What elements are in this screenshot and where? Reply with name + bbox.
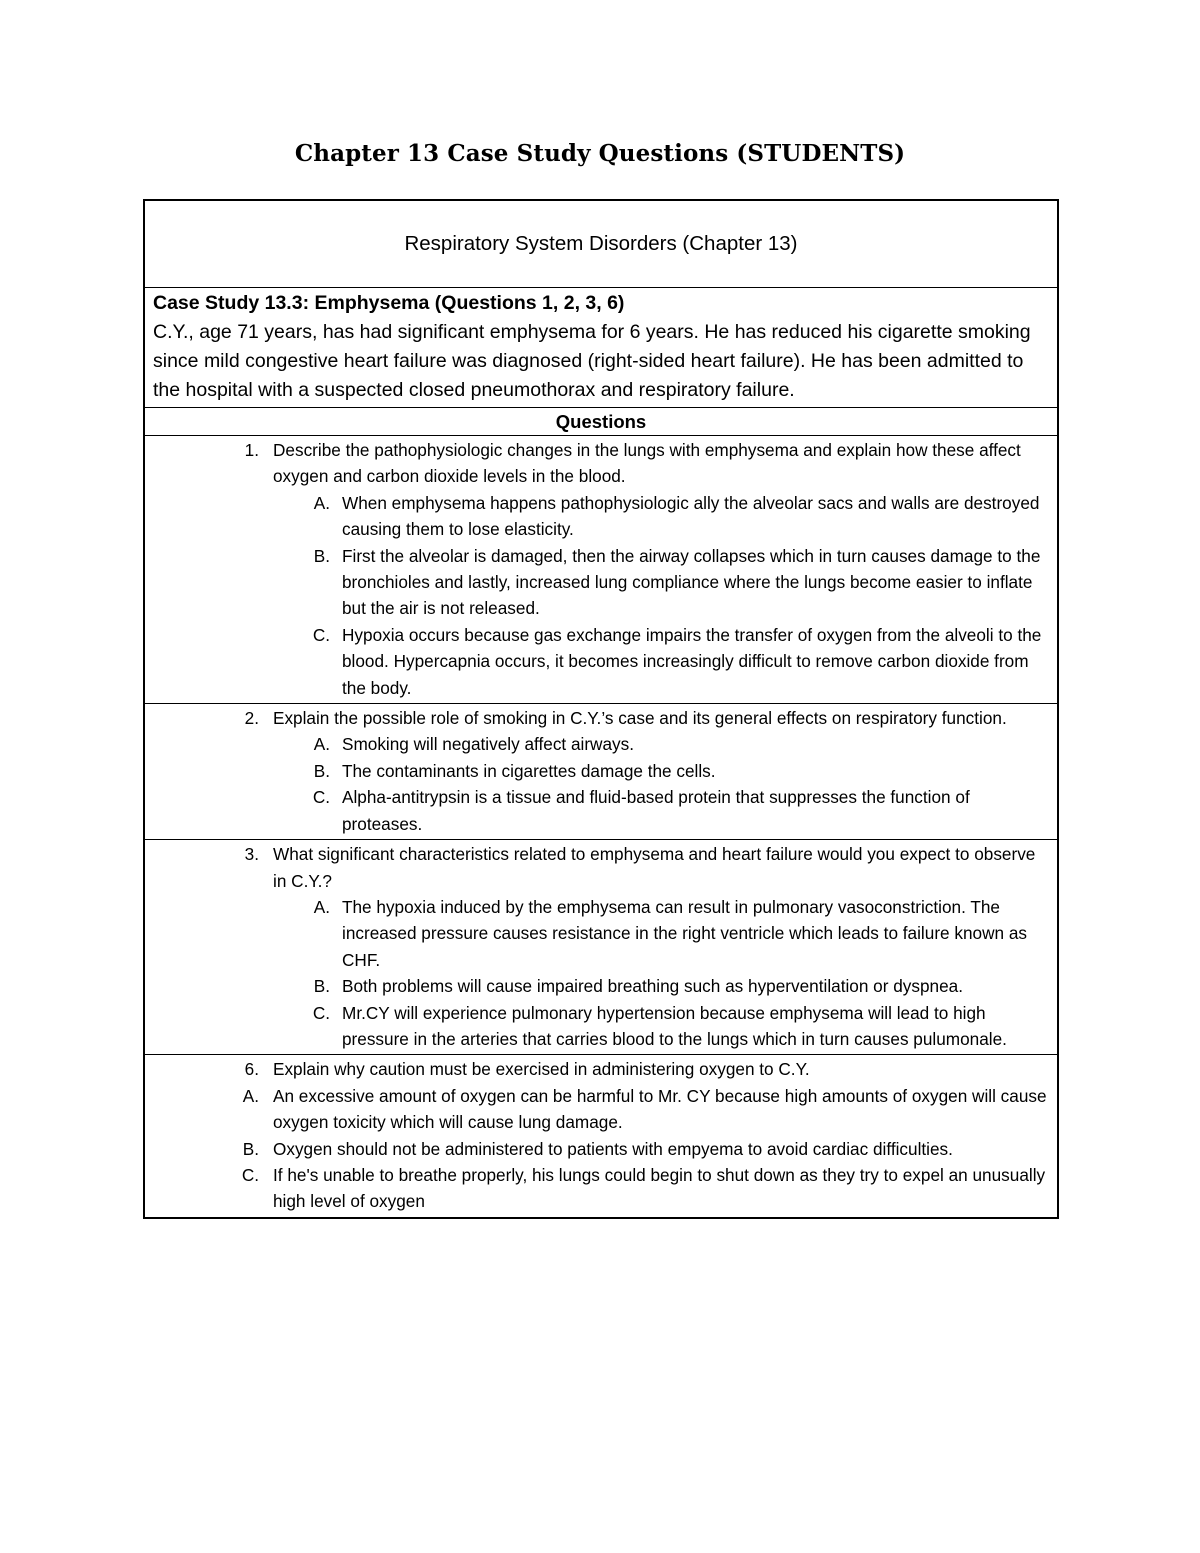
question-text: Explain the possible role of smoking in C.Y.’s case and its general effects on respiratory function. bbox=[273, 708, 1007, 729]
answer-letter: A. bbox=[242, 1085, 259, 1106]
answer-text: If he's unable to breathe properly, his lungs could begin to shut down as they try to expel an unusually high level of oxygen bbox=[273, 1164, 1046, 1212]
question-text: What significant characteristics related to emphysema and heart failure would you expect to observe in C.Y.? bbox=[273, 844, 1036, 891]
answer-item bbox=[145, 784, 1049, 837]
case-description bbox=[145, 288, 1057, 408]
answer-letter: B. bbox=[313, 976, 330, 997]
answer-text: An excessive amount of oxygen can be harmful to Mr. CY because high amounts of oxygen will cause oxygen toxicity which will cause lung damage. bbox=[273, 1085, 1047, 1133]
question-text: Describe the pathophysiologic changes in the lungs with emphysema and explain how these affect oxygen and carbon dioxide levels in the blood. bbox=[273, 440, 1021, 487]
answer-text: Alpha-antitrypsin is a tissue and fluid-based protein that suppresses the function of proteases. bbox=[342, 787, 970, 834]
answer-letter: A. bbox=[313, 896, 330, 917]
answer-text: First the alveolar is damaged, then the airway collapses which in turn causes damage to the bronchioles and lastly, increased lung compliance where the lungs become easier to inflate but the air is not released. bbox=[342, 545, 1041, 619]
answer-text: Mr.CY will experience pulmonary hypertension because emphysema will lead to high pressure in the arteries that carries blood to the lungs which in turn causes pulumonale. bbox=[342, 1002, 1007, 1049]
answer-letter: C. bbox=[312, 1002, 330, 1023]
question-block-2 bbox=[145, 704, 1057, 840]
answer-text: Oxygen should not be administered to patients with empyema to avoid cardiac difficulties. bbox=[273, 1138, 953, 1159]
answer-item bbox=[145, 894, 1049, 973]
question-text: Explain why caution must be exercised in administering oxygen to C.Y. bbox=[273, 1059, 810, 1080]
questions-header: Questions bbox=[145, 408, 1057, 436]
page-title: Chapter 13 Case Study Questions (STUDENTS) bbox=[294, 140, 906, 167]
answer-letter: C. bbox=[312, 624, 330, 645]
answer-item bbox=[145, 731, 1049, 757]
answer-text: When emphysema happens pathophysiologic ally the alveolar sacs and walls are destroyed causing them to lose elasticity. bbox=[342, 492, 1040, 540]
question-number: 3. bbox=[244, 844, 259, 865]
answer-item bbox=[145, 973, 1049, 999]
answer-letter: B. bbox=[242, 1138, 259, 1159]
question-block-6 bbox=[145, 1055, 1057, 1216]
question-block-3 bbox=[145, 840, 1057, 1055]
answer-item bbox=[145, 622, 1049, 701]
answer-item bbox=[145, 1136, 1049, 1162]
answer-letter: A. bbox=[313, 734, 330, 755]
case-study-table bbox=[143, 199, 1059, 1219]
answer-text: Smoking will negatively affect airways. bbox=[342, 734, 634, 755]
answer-text: The contaminants in cigarettes damage the cells. bbox=[342, 760, 716, 781]
answer-item bbox=[145, 1083, 1049, 1136]
answer-item bbox=[145, 758, 1049, 784]
question-number: 6. bbox=[244, 1059, 259, 1080]
answer-letter: B. bbox=[313, 545, 330, 566]
answer-item bbox=[145, 490, 1049, 543]
question bbox=[145, 705, 1049, 731]
question bbox=[145, 1056, 1049, 1082]
answer-item bbox=[145, 1000, 1049, 1053]
question bbox=[145, 437, 1049, 490]
case-title: Case Study 13.3: Emphysema (Questions 1, 2, 3, 6) bbox=[153, 292, 625, 314]
question bbox=[145, 841, 1049, 894]
case-body: C.Y., age 71 years, has had significant emphysema for 6 years. He has reduced his cigarette smoking since mild congestive heart failure was diagnosed (right-sided heart failure). He has been admitted to the hospital with a suspected closed pneumothorax and respiratory failure. bbox=[153, 321, 1031, 401]
answer-text: Both problems will cause impaired breathing such as hyperventilation or dyspnea. bbox=[342, 976, 963, 997]
question-number: 2. bbox=[244, 708, 259, 729]
question-block-1 bbox=[145, 436, 1057, 704]
answer-letter: C. bbox=[312, 787, 330, 808]
question-number: 1. bbox=[244, 440, 259, 460]
answer-text: Hypoxia occurs because gas exchange impairs the transfer of oxygen from the alveoli to the blood. Hypercapnia occurs, it becomes increasingly difficult to remove carbon dioxide from the body. bbox=[342, 624, 1042, 698]
answer-letter: C. bbox=[241, 1164, 259, 1185]
section-header: Respiratory System Disorders (Chapter 13) bbox=[145, 201, 1057, 288]
answer-letter: B. bbox=[313, 760, 330, 781]
answer-item bbox=[145, 1162, 1049, 1215]
answer-item bbox=[145, 543, 1049, 622]
answer-letter: A. bbox=[313, 492, 330, 513]
answer-text: The hypoxia induced by the emphysema can result in pulmonary vasoconstriction. The increased pressure causes resistance in the right ventricle which leads to failure known as CHF. bbox=[342, 896, 1027, 970]
